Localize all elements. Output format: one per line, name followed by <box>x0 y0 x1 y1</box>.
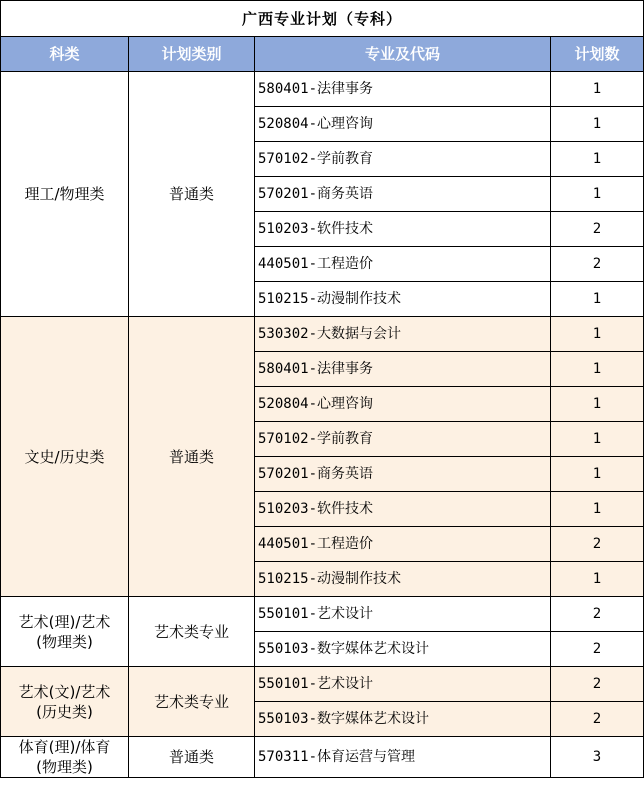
major-code: 570102 <box>258 431 309 447</box>
subject-cell <box>1 597 129 667</box>
major-code: 510203 <box>258 501 309 517</box>
major-code: 440501 <box>258 536 309 552</box>
major-cell: 550103-数字媒体艺术设计 <box>255 702 551 737</box>
header-count: 计划数 <box>551 37 644 72</box>
major-name: 软件技术 <box>317 221 374 237</box>
major-code: 550101 <box>258 606 309 622</box>
table-row <box>1 667 644 702</box>
major-code: 550101 <box>258 676 309 692</box>
count-cell: 2 <box>551 667 644 702</box>
major-cell: 550103-数字媒体艺术设计 <box>255 632 551 667</box>
subject-label-line2: (物理类) <box>36 632 93 651</box>
category-cell: 普通类 <box>129 317 255 597</box>
count-cell: 2 <box>551 527 644 562</box>
count-cell: 1 <box>551 142 644 177</box>
count-cell: 1 <box>551 282 644 317</box>
major-name: 法律事务 <box>317 81 374 97</box>
major-code: 530302 <box>258 326 309 342</box>
header-subject: 科类 <box>1 37 129 72</box>
header-category: 计划类别 <box>129 37 255 72</box>
count-cell: 2 <box>551 597 644 632</box>
major-cell: 530302-大数据与会计 <box>255 317 551 352</box>
major-code: 570102 <box>258 151 309 167</box>
subject-cell <box>1 72 129 317</box>
major-name: 商务英语 <box>317 466 374 482</box>
subject-cell <box>1 317 129 597</box>
header-row <box>1 37 644 72</box>
major-cell: 570102-学前教育 <box>255 142 551 177</box>
major-name: 数字媒体艺术设计 <box>317 641 430 657</box>
count-cell: 1 <box>551 177 644 212</box>
major-cell: 580401-法律事务 <box>255 352 551 387</box>
title-row <box>1 1 644 37</box>
major-name: 艺术设计 <box>317 676 374 692</box>
count-cell: 1 <box>551 72 644 107</box>
category-cell: 普通类 <box>129 72 255 317</box>
major-code: 510215 <box>258 571 309 587</box>
major-name: 法律事务 <box>317 361 374 377</box>
major-code: 550103 <box>258 641 309 657</box>
subject-label-line1: 艺术(理)/艺术 <box>18 612 111 631</box>
count-cell: 1 <box>551 562 644 597</box>
subject-cell <box>1 737 129 778</box>
major-name: 心理咨询 <box>317 116 374 132</box>
subject-label-line2: (物理类) <box>36 758 93 776</box>
count-cell: 1 <box>551 317 644 352</box>
major-name: 动漫制作技术 <box>317 571 402 587</box>
count-cell: 1 <box>551 107 644 142</box>
major-code: 570201 <box>258 186 309 202</box>
count-cell: 2 <box>551 632 644 667</box>
major-cell: 510215-动漫制作技术 <box>255 562 551 597</box>
major-code: 550103 <box>258 711 309 727</box>
count-cell: 1 <box>551 492 644 527</box>
major-name: 体育运营与管理 <box>317 749 416 765</box>
major-code: 520804 <box>258 116 309 132</box>
count-cell: 1 <box>551 422 644 457</box>
major-code: 510203 <box>258 221 309 237</box>
major-cell: 570311-体育运营与管理 <box>255 737 551 778</box>
major-name: 艺术设计 <box>317 606 374 622</box>
major-cell: 550101-艺术设计 <box>255 597 551 632</box>
table-row <box>1 72 644 107</box>
subject-cell <box>1 667 129 737</box>
table-row <box>1 737 644 778</box>
major-name: 软件技术 <box>317 501 374 517</box>
major-code: 580401 <box>258 81 309 97</box>
count-cell: 1 <box>551 352 644 387</box>
major-name: 动漫制作技术 <box>317 291 402 307</box>
major-code: 580401 <box>258 361 309 377</box>
major-cell: 520804-心理咨询 <box>255 107 551 142</box>
major-code: 570201 <box>258 466 309 482</box>
category-cell: 艺术类专业 <box>129 597 255 667</box>
major-code: 510215 <box>258 291 309 307</box>
subject-label-line1: 体育(理)/体育 <box>18 738 111 756</box>
major-code: 520804 <box>258 396 309 412</box>
major-cell: 570201-商务英语 <box>255 457 551 492</box>
count-cell: 3 <box>551 737 644 778</box>
category-cell: 普通类 <box>129 737 255 778</box>
major-name: 工程造价 <box>317 256 374 272</box>
subject-label: 理工/物理类 <box>24 185 105 203</box>
subject-label-line1: 艺术(文)/艺术 <box>18 682 111 701</box>
major-cell: 550101-艺术设计 <box>255 667 551 702</box>
major-cell: 440501-工程造价 <box>255 527 551 562</box>
header-major: 专业及代码 <box>255 37 551 72</box>
major-cell: 570102-学前教育 <box>255 422 551 457</box>
subject-label-line2: (历史类) <box>36 702 93 721</box>
major-name: 工程造价 <box>317 536 374 552</box>
major-name: 数字媒体艺术设计 <box>317 711 430 727</box>
major-name: 商务英语 <box>317 186 374 202</box>
count-cell: 2 <box>551 702 644 737</box>
major-cell: 580401-法律事务 <box>255 72 551 107</box>
major-code: 440501 <box>258 256 309 272</box>
major-name: 心理咨询 <box>317 396 374 412</box>
major-cell: 510203-软件技术 <box>255 212 551 247</box>
major-code: 570311 <box>258 749 309 765</box>
count-cell: 1 <box>551 457 644 492</box>
major-cell: 510203-软件技术 <box>255 492 551 527</box>
count-cell: 2 <box>551 247 644 282</box>
count-cell: 1 <box>551 387 644 422</box>
category-cell: 艺术类专业 <box>129 667 255 737</box>
table-row <box>1 317 644 352</box>
major-cell: 520804-心理咨询 <box>255 387 551 422</box>
major-cell: 440501-工程造价 <box>255 247 551 282</box>
subject-label: 文史/历史类 <box>24 447 105 466</box>
major-cell: 570201-商务英语 <box>255 177 551 212</box>
major-name: 大数据与会计 <box>317 326 402 342</box>
major-name: 学前教育 <box>317 151 374 167</box>
count-cell: 2 <box>551 212 644 247</box>
table-title: 广西专业计划（专科） <box>1 1 644 37</box>
table-row <box>1 597 644 632</box>
major-name: 学前教育 <box>317 431 374 447</box>
major-cell: 510215-动漫制作技术 <box>255 282 551 317</box>
